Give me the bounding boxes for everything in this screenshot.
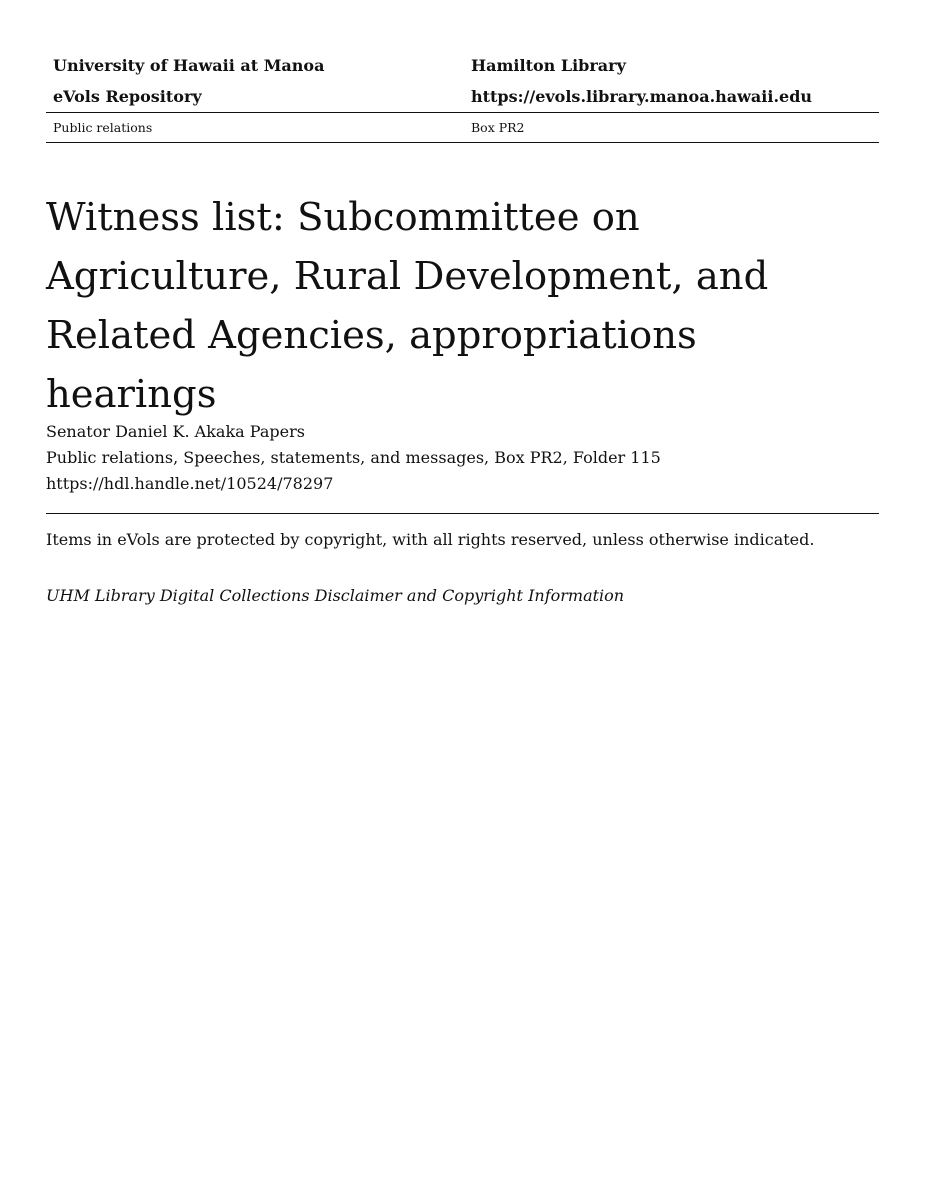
institution-name: University of Hawaii at Manoa [53,56,325,75]
repository-name: eVols Repository [53,87,202,106]
divider [46,513,879,514]
header-row-1 [46,50,879,81]
handle-link[interactable]: https://hdl.handle.net/10524/78297 [46,474,334,493]
document-metadata [46,419,879,497]
rights-statement: Items in eVols are protected by copyright, with all rights reserved, unless otherwise indicated. [46,530,815,549]
header-table [46,50,879,143]
box-label: Box PR2 [471,120,525,135]
folder-location: Public relations, Speeches, statements, and messages, Box PR2, Folder 115 [46,448,661,467]
header-row-3 [46,113,879,143]
series-name: Public relations [53,120,153,135]
header-row-2 [46,81,879,113]
library-name: Hamilton Library [471,56,626,75]
document-title: Witness list: Subcommittee on Agriculture, Rural Development, and Related Agencies, appropriations hearings [46,195,769,417]
repository-url[interactable]: https://evols.library.manoa.hawaii.edu [471,87,813,106]
collection-name: Senator Daniel K. Akaka Papers [46,422,305,441]
disclaimer-link[interactable]: UHM Library Digital Collections Disclaimer and Copyright Information [46,586,625,605]
